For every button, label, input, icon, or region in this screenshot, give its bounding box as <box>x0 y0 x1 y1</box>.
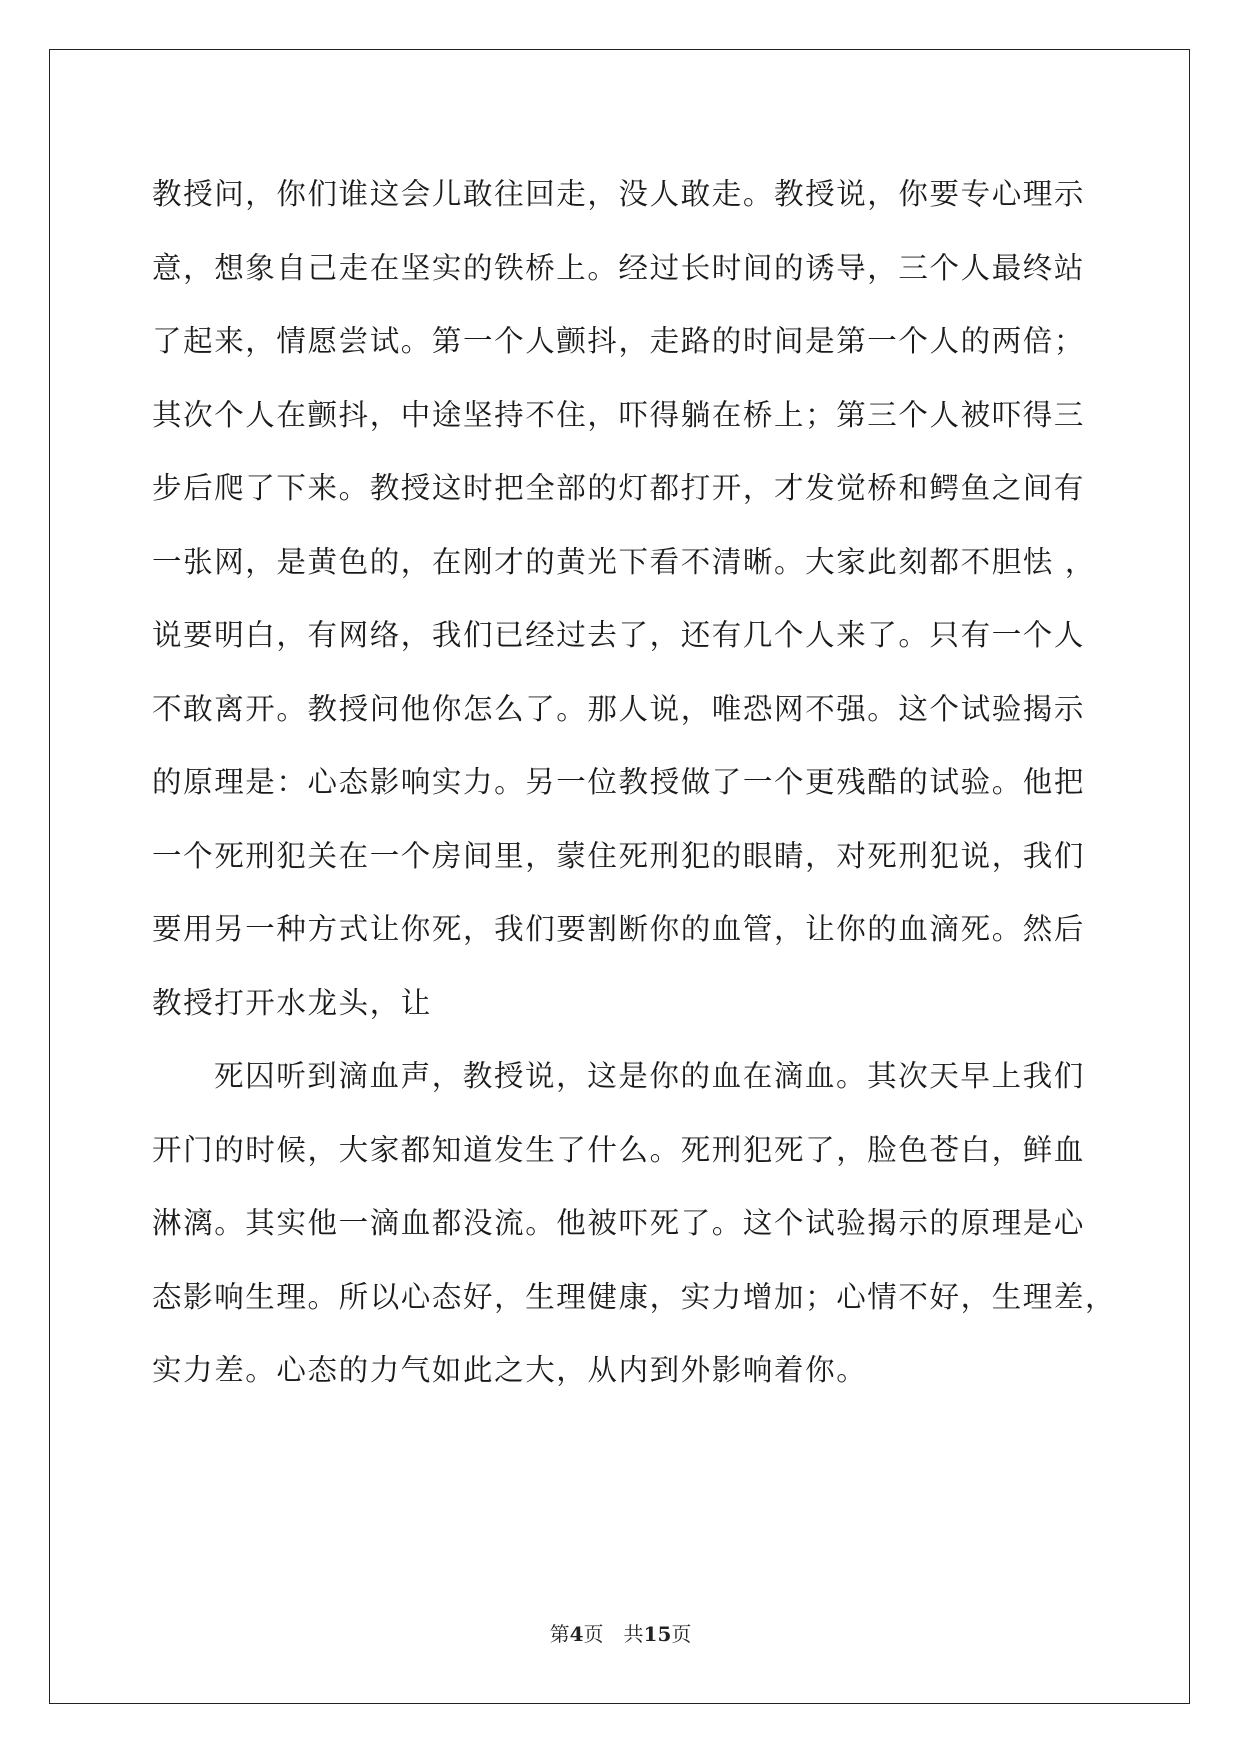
text-line: 教授问，你们谁这会儿敢往回走，没人敢走。教授说，你要专心理示 <box>152 177 1086 211</box>
text-line: 不敢离开。教授问他你怎么了。那人说，唯恐网不强。这个试验揭示 <box>152 691 1086 726</box>
current-page-number: 4 <box>569 1622 584 1646</box>
text-line: 教授打开水龙头，让 <box>152 985 432 1020</box>
footer-page-suffix: 页 <box>583 1622 604 1646</box>
text-line: 意，想象自己走在坚实的铁桥上。经过长时间的诱导，三个人最终站 <box>152 250 1086 285</box>
footer-total-prefix: 共 <box>623 1622 644 1646</box>
text-line: 实力差。心态的力气如此之大，从内到外影响着你。 <box>152 1353 868 1387</box>
total-page-count: 15 <box>643 1622 672 1646</box>
text-line: 其次个人在颤抖，中途坚持不住，吓得躺在桥上；第三个人被吓得三 <box>152 397 1086 432</box>
text-line: 开门的时候，大家都知道发生了什么。死刑犯死了，脸色苍白，鲜血 <box>152 1132 1086 1167</box>
text-line: 步后爬了下来。教授这时把全部的灯都打开，才发觉桥和鳄鱼之间有 <box>152 471 1086 505</box>
text-line: 说要明白，有网络，我们已经过去了，还有几个人来了。只有一个人 <box>152 618 1086 652</box>
text-line: 淋漓。其实他一滴血都没流。他被吓死了。这个试验揭示的原理是心 <box>152 1206 1086 1240</box>
footer-prefix: 第 <box>549 1622 570 1646</box>
text-line: 了起来，情愿尝试。第一个人颤抖，走路的时间是第一个人的两倍； <box>152 324 1086 358</box>
text-line: 一个死刑犯关在一个房间里，蒙住死刑犯的眼睛，对死刑犯说，我们 <box>152 838 1086 873</box>
body-text <box>152 158 1117 1408</box>
text-line: 态影响生理。所以心态好，生理健康，实力增加；心情不好，生理差， <box>152 1279 1117 1314</box>
text-line: 一张网，是黄色的，在刚才的黄光下看不清晰。大家此刻都不胆怯 ， <box>152 544 1096 579</box>
text-line: 要用另一种方式让你死，我们要割断你的血管，让你的血滴死。然后 <box>152 912 1086 946</box>
text-line: 的原理是：心态影响实力。另一位教授做了一个更残酷的试验。他把 <box>152 765 1086 799</box>
paragraph-start-line: 死囚听到滴血声，教授说，这是你的血在滴血。其次天早上我们 <box>214 1059 1085 1093</box>
footer-total-suffix: 页 <box>671 1622 692 1646</box>
page-footer <box>0 1618 1241 1647</box>
